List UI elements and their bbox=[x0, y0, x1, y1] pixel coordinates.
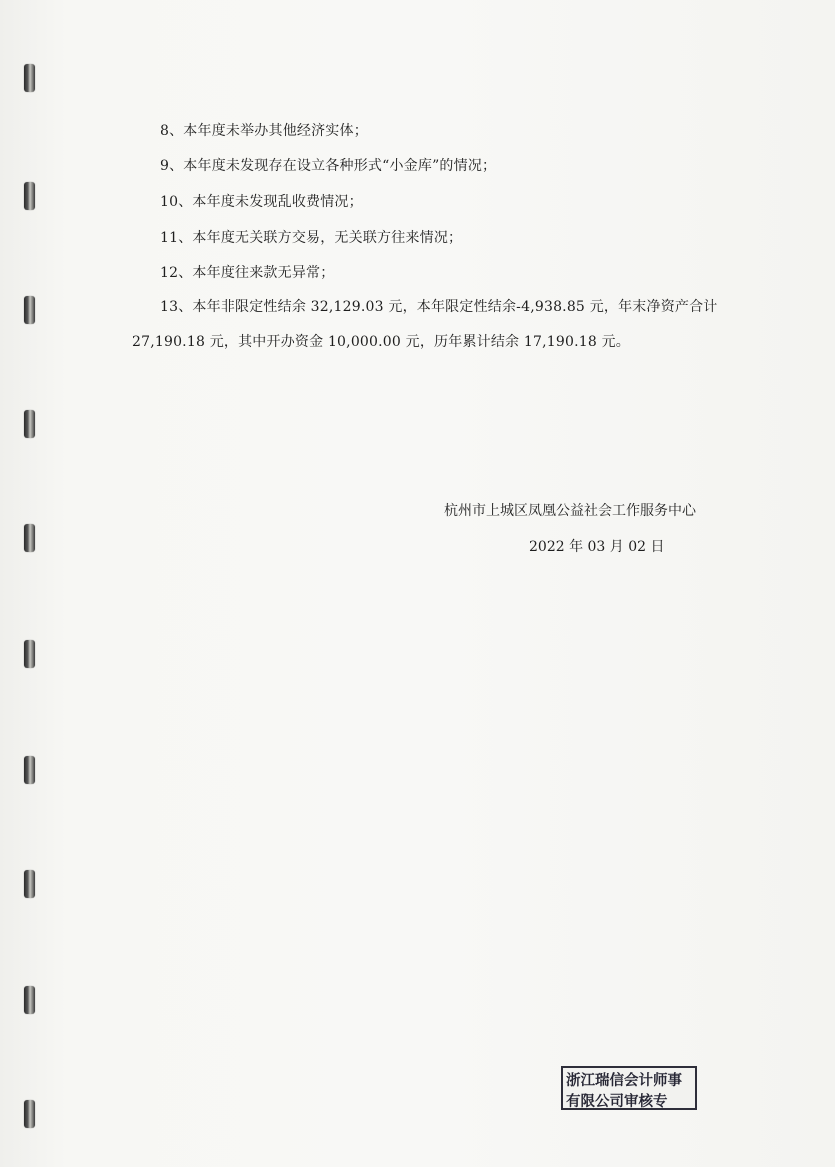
list-item-13-line-2: 27,190.18 元，其中开办资金 10,000.00 元，历年累计结余 17,190.18 元。 bbox=[132, 334, 631, 350]
binding-hole bbox=[24, 296, 35, 324]
binding-hole bbox=[24, 1100, 35, 1128]
audit-stamp bbox=[561, 1066, 697, 1110]
signature-organization: 杭州市上城区凤凰公益社会工作服务中心 bbox=[444, 503, 696, 519]
stamp-line-1: 浙江瑞信会计师事 bbox=[566, 1072, 682, 1089]
binding-hole bbox=[24, 640, 35, 668]
list-item-11: 11、本年度无关联方交易，无关联方往来情况； bbox=[160, 230, 463, 246]
list-item-10: 10、本年度未发现乱收费情况； bbox=[160, 194, 363, 210]
binding-hole bbox=[24, 870, 35, 898]
binding-hole bbox=[24, 756, 35, 784]
binding-hole bbox=[24, 524, 35, 552]
stamp-line-2: 有限公司审核专 bbox=[566, 1093, 668, 1110]
list-item-9: 9、本年度未发现存在设立各种形式“小金库”的情况； bbox=[160, 158, 497, 174]
list-item-8: 8、本年度未举办其他经济实体； bbox=[160, 123, 368, 139]
binding-hole bbox=[24, 410, 35, 438]
signature-date: 2022 年 03 月 02 日 bbox=[529, 539, 665, 555]
list-item-12: 12、本年度往来款无异常； bbox=[160, 265, 335, 281]
binding-hole bbox=[24, 64, 35, 92]
binding-hole bbox=[24, 182, 35, 210]
binding-hole bbox=[24, 986, 35, 1014]
list-item-13-line-1: 13、本年非限定性结余 32,129.03 元，本年限定性结余-4,938.85 元，年末净资产合计 bbox=[160, 299, 718, 315]
